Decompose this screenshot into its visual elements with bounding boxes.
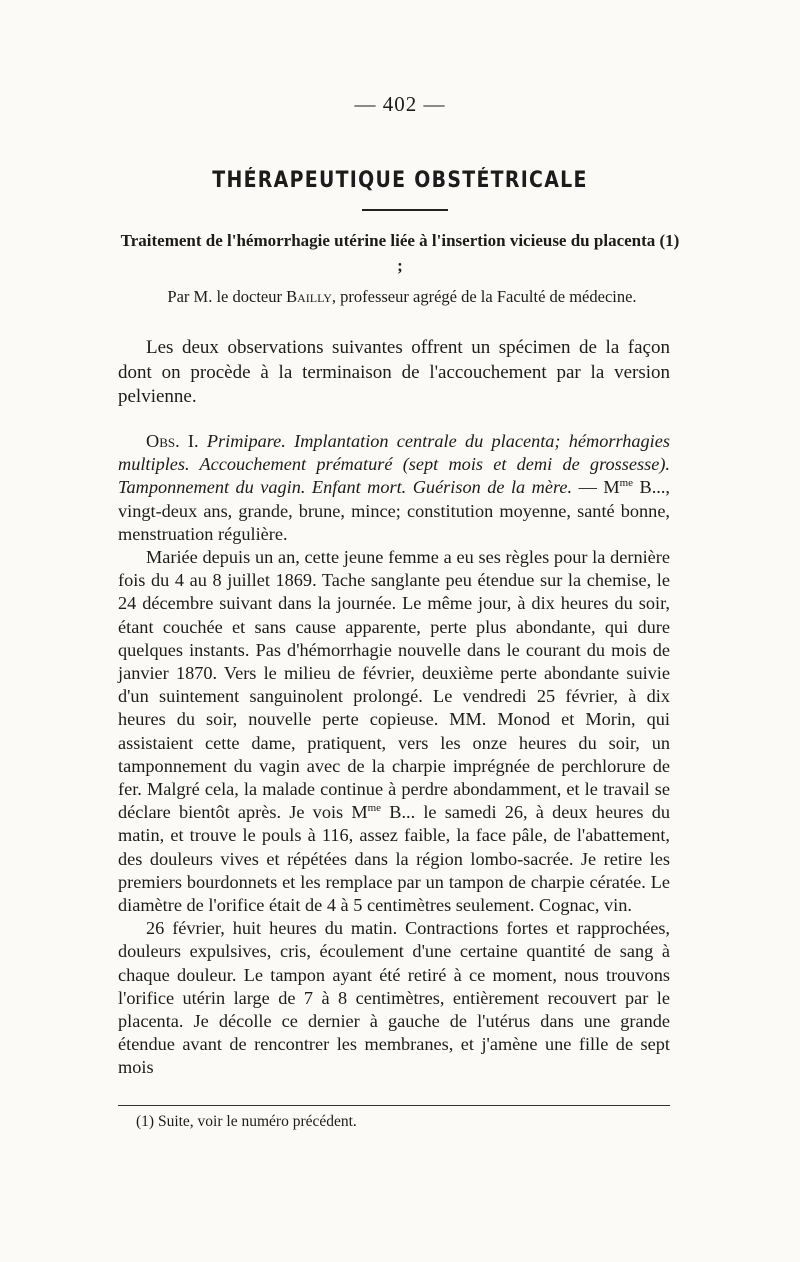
observation-sup: me [619,477,634,490]
observation-block [118,430,670,1080]
title-divider [362,209,448,211]
article-subtitle: Traitement de l'hémorrhagie utérine liée à l'insertion vicieuse du placenta (1) ; [120,231,680,275]
observation-details: B..., vingt-deux ans, grande, brune, mince; constitution moyenne, santé bonne, menstruation régulière. [118,477,670,544]
observation-heading [118,430,670,546]
intro-text: Les deux observations suivantes offrent un spécimen de la façon dont on procède à la terminaison de l'accouchement par la version pelvienne. [118,337,670,407]
intro-paragraph [118,336,670,410]
byline [132,287,672,307]
observation-label: Obs. I. [146,431,199,451]
page-number: — 402 — [354,92,446,116]
section-title: THÉRAPEUTIQUE OBSTÉTRICALE [212,168,588,193]
footnote: (1) Suite, voir le numéro précédent. [136,1113,357,1130]
observation-title: Primipare. Implantation centrale du placenta; hémorrhagies multiples. Accouchement prématuré (sept mois et demi de grossesse). Tamponnement du vagin. Enfant mort. Guérison de la mère. [118,431,670,498]
observation-dash: — M [572,477,620,498]
history-sup: me [367,802,382,815]
paragraph-delivery: 26 février, huit heures du matin. Contractions fortes et rapprochées, douleurs expulsives, cris, écoulement d'une certaine quantité de sang à chaque douleur. Le tampon ayant été retiré à ce moment, nous trouvons l'orifice utérin large de 7 à 8 centimètres, entièrement recouvert par le placenta. Je décolle ce dernier à gauche de l'utérus dans une grande étendue avant de rencontrer les membranes, et j'amène une fille de sept mois [118,918,670,1078]
history-text: Mariée depuis un an, cette jeune femme a eu ses règles pour la dernière fois du 4 au 8 juillet 1869. Tache sanglante peu étendue sur la chemise, le 24 décembre suivant dans la journée. Le même jour, à dix heures du soir, étant couchée et sans cause apparente, perte plus abondante, qui dure quelques instants. Pas d'hémorrhagie nouvelle dans le courant du mois de janvier 1870. Vers le milieu de février, deuxième perte abondante suivie d'un suintement sanguinolent prolongé. Le vendredi 25 février, à dix heures du soir, nouvelle perte copieuse. MM. Monod et Morin, qui assistaient cette dame, pratiquent, vers les onze heures du soir, un tamponnement du vagin avec de la charpie imprégnée de perchlorure de fer. Malgré cela, la malade continue à perdre abondamment, et le travail se déclare bientôt après. Je vois M [118,547,670,823]
byline-prefix: Par M. le docteur [167,287,287,306]
footnote-divider [118,1105,670,1106]
paragraph-history [118,546,670,917]
history-text-continued: B... le samedi 26, à deux heures du matin, et trouve le pouls à 116, assez faible, la face pâle, de l'abattement, des douleurs vives et répétées dans la région lombo-sacrée. Je retire les premiers bourdonnets et les remplace par un tampon de charpie cératée. Le diamètre de l'orifice était de 4 à 5 centimètres seulement. Cognac, vin. [118,802,670,916]
byline-suffix: , professeur agrégé de la Faculté de médecine. [331,287,637,306]
byline-author: Bailly [286,287,332,306]
